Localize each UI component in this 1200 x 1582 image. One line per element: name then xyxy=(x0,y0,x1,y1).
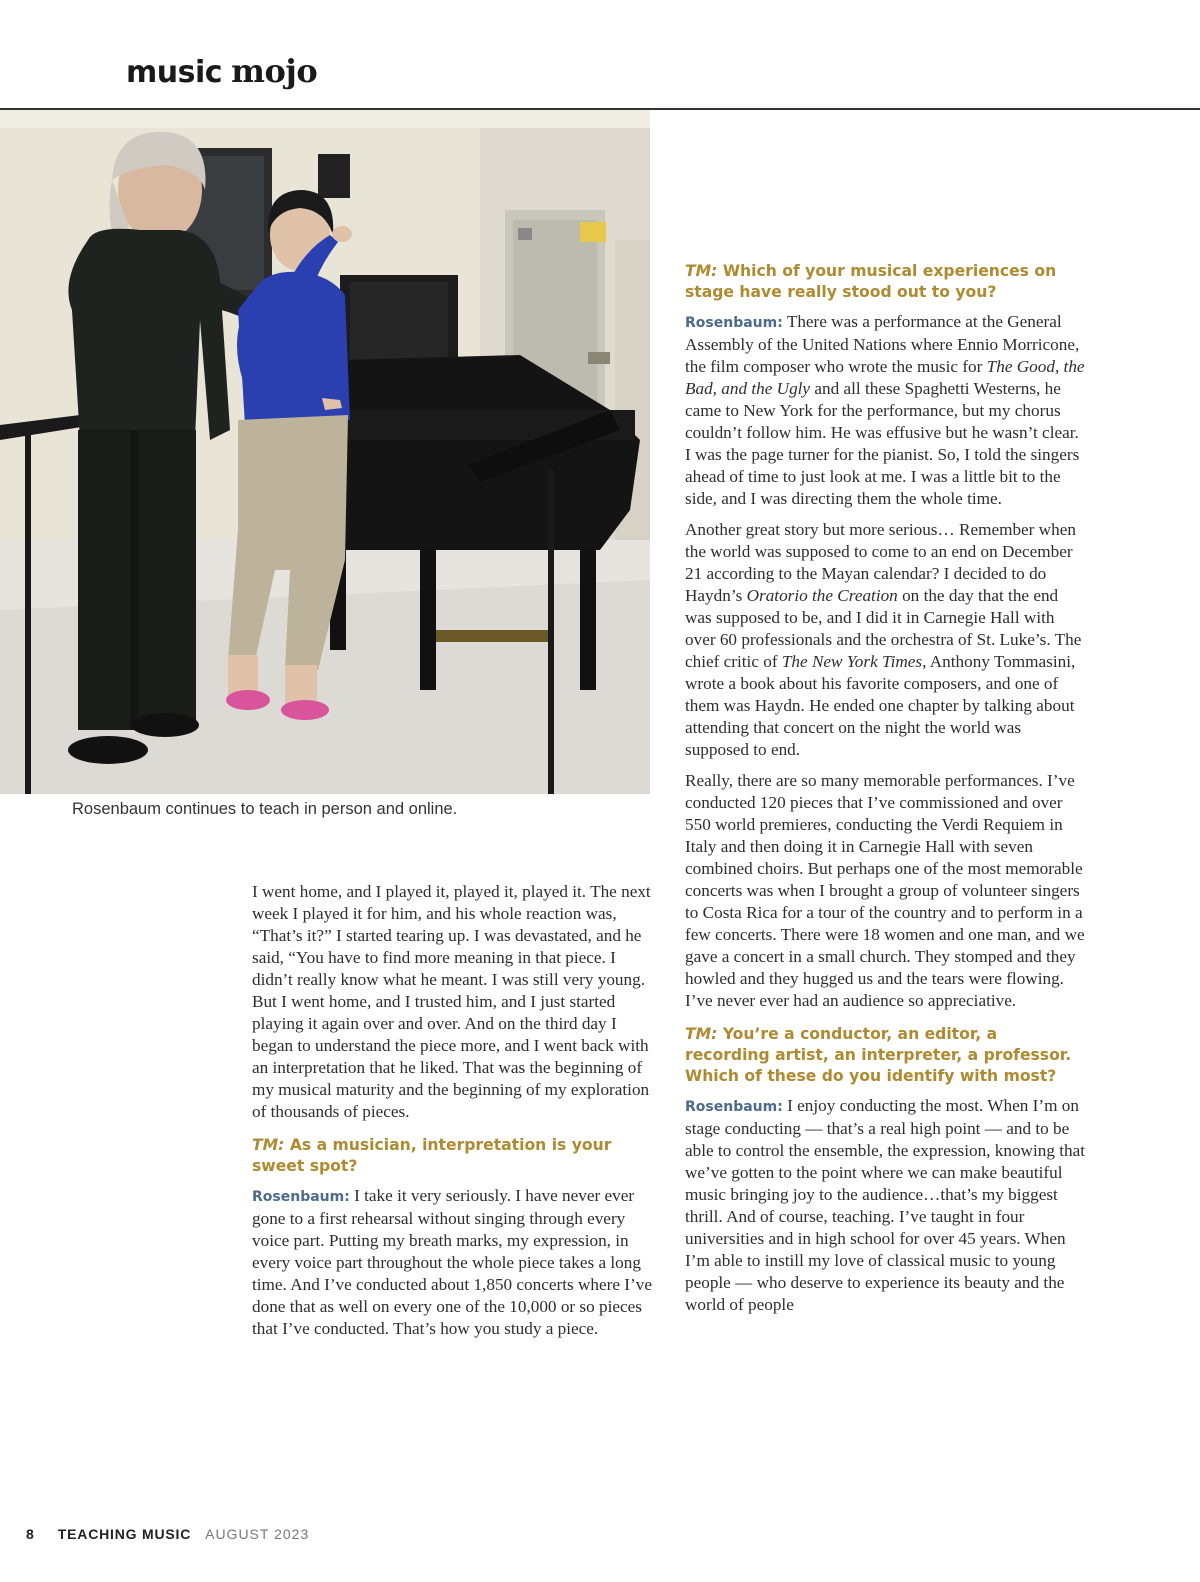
right-answer-2-text: I enjoy conducting the most. When I’m on stage conducting — that’s a real high point — and to be able to control the ensemble, the expression, knowing that we’ve gotten to the point where we can make beautiful music bringing joy to the audience…that’s my biggest thrill. And of course, teaching. I’ve taught in four universities and in high school for over 45 years. When I’m able to instill my love of classical music to young people — who deserve to experience its beauty and the world of people xyxy=(685,1096,1085,1314)
left-question-1-prefix: TM: xyxy=(252,1136,285,1154)
rehearsal-photo xyxy=(0,110,650,794)
right-answer-1-part-2: and all these Spaghetti Westerns, he came to New York for the performance, but my chorus couldn’t follow him. He was effusive but he wasn’t clear. I was the page turner for the pianist. So, I told the singers ahead of time to just look at me. I was a little bit to the side, and I was directing them the whole time. xyxy=(685,379,1080,508)
section-title-word-2: mojo xyxy=(231,52,318,90)
left-paragraph-1: I went home, and I played it, played it, played it. The next week I played it for him, and his whole reaction was, “That’s it?” I started tearing up. I was devastated, and he said, “You have to find more meaning in that piece. I didn’t really know what he meant. I was still very young. But I went home, and I trusted him, and I just started playing it again over and over. And on the third day I began to understand the piece more, and I went back with an interpretation that he liked. That was the beginning of my musical maturity and the beginning of my exploration of thousands of pieces. xyxy=(252,882,651,1121)
right-answer-1 xyxy=(685,311,1085,510)
rehearsal-photo-illustration xyxy=(0,110,650,794)
right-paragraph-2-part-3: , Anthony Tommasini, wrote a book about his favorite composers, and one of them was Haydn. He ended one chapter by talking about attending that concert on the night the world was supposed to end. xyxy=(685,652,1076,759)
right-column xyxy=(685,249,1085,1325)
left-question-1-text: As a musician, interpretation is your sweet spot? xyxy=(252,1136,612,1175)
left-answer-1-text: I take it very seriously. I have never ever gone to a first rehearsal without singing through every voice part. Putting my breath marks, my expression, in every voice part throughout the whole piece takes a long time. And I’ve conducted about 1,850 concerts where I’ve done that as well on every one of the 10,000 or so pieces that I’ve conducted. That’s how you study a piece. xyxy=(252,1186,652,1338)
photo-caption: Rosenbaum continues to teach in person and online. xyxy=(72,800,458,818)
right-question-1-text: Which of your musical experiences on stage have really stood out to you? xyxy=(685,262,1057,301)
section-title-word-1: music xyxy=(126,55,223,90)
right-question-1-prefix: TM: xyxy=(685,262,718,280)
left-column xyxy=(252,881,652,1349)
right-answer-2 xyxy=(685,1095,1085,1316)
right-answer-1-part-1: There was a performance at the General Assembly of the United Nations where Ennio Morricone, the film composer who wrote the music for xyxy=(685,312,1080,376)
right-paragraph-2-part-1: Another great story but more serious… Remember when the world was supposed to come to an end on December 21 according to the Mayan calendar? I decided to do Haydn’s xyxy=(685,520,1076,605)
right-question-2 xyxy=(685,1024,1085,1087)
page-number: 8 xyxy=(26,1526,34,1542)
right-question-1 xyxy=(685,261,1085,303)
right-question-2-prefix: TM: xyxy=(685,1025,718,1043)
right-answer-1-speaker: Rosenbaum: xyxy=(685,315,783,331)
right-answer-2-speaker: Rosenbaum: xyxy=(685,1099,783,1115)
right-answer-1-film-title: The Good, the Bad, and the Ugly xyxy=(685,357,1085,398)
right-paragraph-2 xyxy=(685,519,1085,761)
right-paragraph-2-work-title: Oratorio the Creation xyxy=(746,586,898,605)
right-question-2-text: You’re a conductor, an editor, a recording artist, an interpreter, a professor. Which of these do you identify with most? xyxy=(685,1025,1072,1085)
right-paragraph-2-newspaper-title: The New York Times xyxy=(781,652,923,671)
publication-name: TEACHING MUSIC xyxy=(57,1526,192,1542)
left-answer-1 xyxy=(252,1185,652,1340)
issue-date: AUGUST 2023 xyxy=(205,1526,310,1542)
page-footer xyxy=(26,1526,309,1542)
right-paragraph-3: Really, there are so many memorable performances. I’ve conducted 120 pieces that I’ve commissioned and over 550 world premieres, conducting the Verdi Requiem in Italy and then doing it in Carnegie Hall with seven combined choirs. But perhaps one of the most memorable concerts was when I brought a group of volunteer singers to Costa Rica for a tour of the country and to perform in a few concerts. There were 18 women and one man, and we gave a concert in a small church. They stomped and they howled and they hugged us and the tears were flowing. I’ve never ever had an audience so appreciative. xyxy=(685,771,1085,1010)
left-question-1 xyxy=(252,1135,652,1177)
left-answer-1-speaker: Rosenbaum: xyxy=(252,1189,350,1205)
section-title xyxy=(126,52,317,90)
right-paragraph-2-part-2: on the day that the end was supposed to be, and I did it in Carnegie Hall with over 60 professionals and the orchestra of St. Luke’s. The chief critic of xyxy=(685,586,1082,671)
